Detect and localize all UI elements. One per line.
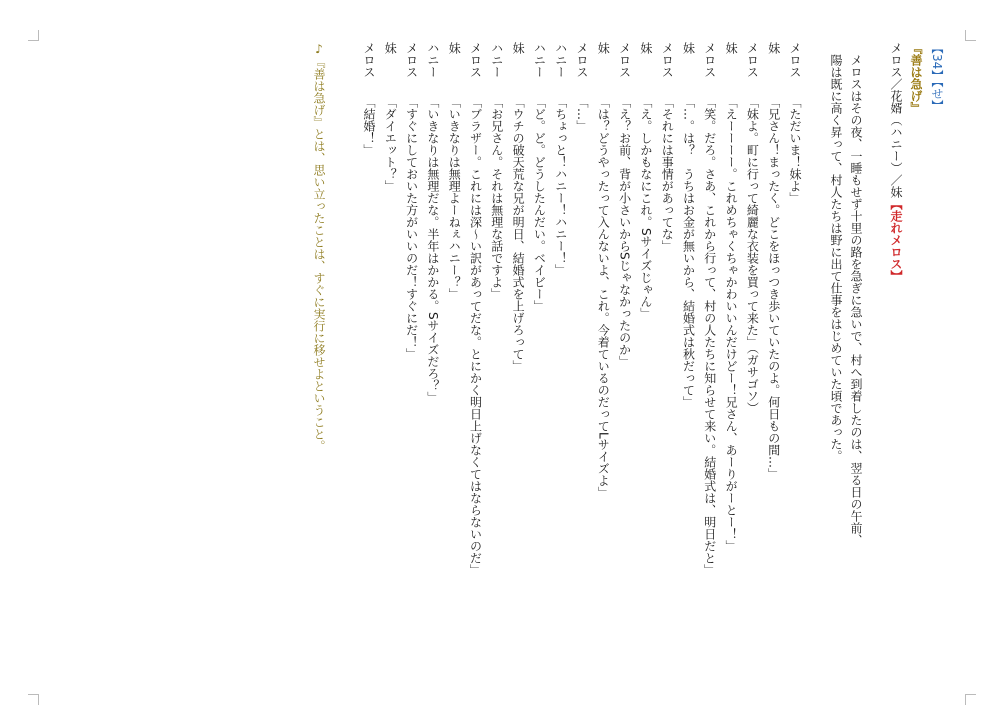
proverb-note: ♪『善は急げ』とは、思い立ったことは、すぐに実行に移せよということ。: [312, 42, 326, 452]
speaker-name: 妹: [766, 42, 781, 54]
dialogue-line: [403, 42, 421, 677]
dialogue-line: [509, 42, 527, 677]
crop-mark-bottom-right: [965, 694, 976, 705]
dialogue-line: [637, 42, 655, 677]
dialogue-line: [722, 42, 740, 677]
entry-kana: 【せ】: [930, 81, 944, 112]
page-title: 『善は急げ』: [909, 42, 923, 114]
speaker-name: 妹: [383, 42, 398, 54]
speaker-name: 妹: [681, 42, 696, 54]
dialogue-text: 「ど。ど。どうしたんだい。ベイビー」: [532, 96, 547, 312]
speaker-name: 妹: [638, 42, 653, 54]
dialogue-line: [552, 42, 570, 677]
speaker-name: メロス: [404, 42, 419, 78]
dialogue-line: [786, 42, 804, 677]
dialogue-text: 「ダイエット？」: [383, 96, 398, 192]
speaker-name: メロス: [468, 42, 483, 78]
source-subtitle: 【走れメロス】: [889, 198, 903, 282]
speaker-name: 妹: [596, 42, 611, 54]
dialogue-line: [765, 42, 783, 677]
entry-number: 【34】: [930, 42, 944, 82]
dialogue-line: [616, 42, 634, 677]
dialogue-text: 「は？どうやったって入んないよ、これ。今着ているのだってLサイズよ」: [596, 96, 611, 499]
dialogue-text: 「お兄さん。それは無理な話ですよ」: [489, 96, 504, 300]
dialogue-line: [594, 42, 612, 677]
header-cast-column: [887, 42, 905, 677]
speaker-name: ハニー: [532, 42, 547, 78]
speaker-name: ハニー: [489, 42, 504, 78]
dialogue-text: 「…。は？ うちはお金が無いから、結婚式は秋だって」: [681, 96, 696, 408]
speaker-name: メロス: [617, 42, 632, 78]
dialogue-line: [680, 42, 698, 677]
speaker-name: メロス: [788, 42, 802, 78]
dialogue-text: 「ちょっと！ハニー！ハニー！」: [553, 96, 568, 276]
crop-mark-bottom-left: [28, 694, 39, 705]
speaker-name: メロス: [660, 42, 675, 78]
speaker-name: ハニー: [425, 42, 440, 78]
dialogue-text: 「…」: [575, 96, 589, 132]
narration-text: メロスはその夜、一睡もせず十里の路を急ぎに急いで、村へ到着したのは、翌る日の午前、: [849, 54, 863, 546]
note-column: [310, 42, 328, 677]
header-number-column: [928, 42, 946, 677]
narration-line: [827, 42, 845, 689]
dialogue-text: 「え？お前、背が小さいからSじゃなかったのか」: [617, 96, 632, 368]
dialogue-text: 「ブラザー。これには深〜い訳があってだな。とにかく明日上げなくてはならないのだ」: [468, 96, 483, 576]
header-title-column: [907, 42, 925, 677]
dialogue-text: 「いきなりは無理よーねぇハニー？」: [447, 96, 462, 300]
dialogue-line: [360, 42, 378, 677]
dialogue-line: [381, 42, 399, 677]
dialogue-line: [488, 42, 506, 677]
dialogue-text: 「ただいま！妹よ」: [788, 96, 802, 204]
dialogue-text: 「えーーーー。これめちゃくちゃかわいいんだけどー！兄さん、あーりがーとー！」: [724, 96, 739, 552]
dialogue-line: [573, 42, 591, 677]
cast-list: メロス／花婿（ハニー）／妹: [889, 42, 903, 198]
dialogue-line: [701, 42, 719, 677]
narration-text: 陽は既に高く昇って、村人たちは野に出て仕事をはじめていた頃であった。: [829, 54, 843, 462]
dialogue-text: 「すぐにしておいた方がいいのだ！すぐにだ！」: [404, 96, 419, 360]
dialogue-line: [445, 42, 463, 677]
dialogue-text: 「ウチの破天荒な兄が明日、結婚式を上げろって」: [511, 96, 526, 372]
dialogue-text: 「笑。だろ。さあ、これから行って、村の人たちに知らせて来い。結婚式は、明日だと」: [702, 96, 717, 576]
speaker-name: メロス: [702, 42, 717, 78]
speaker-name: 妹: [511, 42, 526, 54]
speaker-name: ハニー: [553, 42, 568, 78]
speaker-name: メロス: [575, 42, 589, 78]
narration-line: [847, 42, 865, 689]
speaker-name: メロス: [745, 42, 760, 78]
dialogue-text: 「え。しかもなにこれ。Sサイズじゃん」: [638, 96, 653, 320]
speaker-name: 妹: [447, 42, 462, 54]
crop-mark-top-right: [965, 30, 976, 41]
dialogue-text: 「それには事情があってな」: [660, 96, 675, 252]
dialogue-line: [467, 42, 485, 677]
dialogue-text: 「兄さん！まったく。どこをほっつき歩いていたのよ。何日もの間…」: [766, 96, 781, 480]
dialogue-text: 「妹よ。町に行って綺麗な衣装を買って来た」（ガサゴソ）: [745, 96, 760, 414]
dialogue-line: [743, 42, 761, 677]
speaker-name: 妹: [724, 42, 739, 54]
speaker-name: メロス: [362, 42, 376, 78]
crop-mark-top-left: [28, 30, 39, 41]
dialogue-line: [530, 42, 548, 677]
dialogue-line: [424, 42, 442, 677]
dialogue-line: [658, 42, 676, 677]
dialogue-text: 「いきなりは無理だな。半年はかかる。Sサイズだろ？」: [425, 96, 440, 404]
dialogue-text: 「結婚！」: [362, 96, 376, 156]
